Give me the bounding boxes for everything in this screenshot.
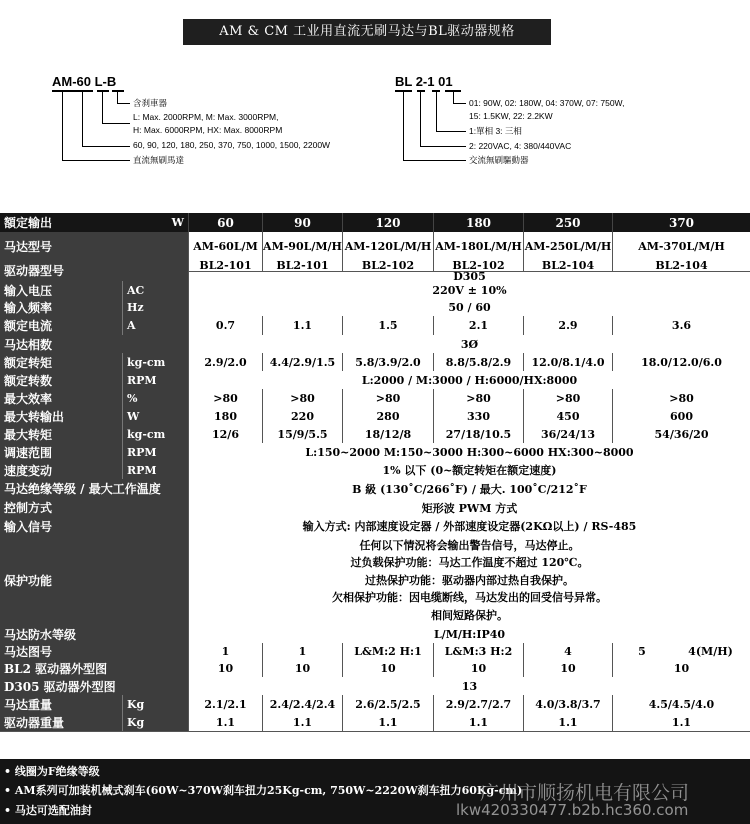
motor-code-speed-1: L: Max. 2000RPM, M: Max. 3000RPM,: [133, 112, 279, 122]
row-unit: A: [122, 316, 188, 335]
header-col-90: 90: [262, 213, 342, 232]
table-row: [0, 407, 750, 426]
watermark-company: 广州市顺扬机电有限公司: [480, 782, 690, 804]
table-row: [0, 713, 750, 732]
table-row: [0, 335, 750, 354]
row-label: 马达型号: [0, 232, 188, 260]
value-cell: 600: [612, 407, 750, 425]
driver-code-type: 交流無刷驅動器: [469, 155, 529, 165]
row-unit: RPM: [122, 371, 188, 389]
row-unit: AC: [122, 281, 188, 299]
row-unit: RPM: [122, 461, 188, 479]
value-cell: AM-180L/M/H: [433, 232, 523, 260]
table-row: [0, 232, 750, 261]
value-cell: 1: [262, 643, 342, 660]
value-cell: BL2-104: [612, 260, 750, 271]
row-unit: W: [122, 407, 188, 425]
value-cell: 2.1: [433, 316, 523, 335]
span-cell: 13: [188, 677, 750, 695]
table-row: [0, 677, 750, 696]
row-unit: kg-cm: [122, 353, 188, 371]
table-row: [0, 281, 750, 300]
value-cell: AM-250L/M/H: [523, 232, 612, 260]
value-cell: 12.0/8.1/4.0: [523, 353, 612, 371]
row-label: 驱动器重量: [0, 713, 122, 731]
row-label: BL2 驱动器外型图: [0, 660, 188, 677]
protection-line: 欠相保护功能：因电缆断线，马达发出的回受信号异常。: [332, 591, 607, 605]
value-cell: 8.8/5.8/2.9: [433, 353, 523, 371]
value-cell: 2.9/2.7/2.7: [433, 695, 523, 713]
value-cell: BL2-102: [342, 260, 433, 271]
value-cell: 15/9/5.5: [262, 425, 342, 443]
spec-table: [0, 213, 750, 731]
row-label: 最大转输出: [0, 407, 122, 425]
driver-code-phase: 1:單相 3: 三相: [469, 126, 522, 136]
protection-line: 过热保护功能：驱动器内部过热自我保护。: [365, 573, 574, 587]
motor-code-type: 直流無刷馬達: [133, 155, 185, 165]
header-col-60: 60: [188, 213, 262, 232]
value-cell: AM-90L/M/H: [262, 232, 342, 260]
value-cell: 2.6/2.5/2.5: [342, 695, 433, 713]
protection-line: 相间短路保护。: [431, 608, 508, 622]
row-label: 保护功能: [0, 535, 188, 626]
value-cell: 2.4/2.4/2.4: [262, 695, 342, 713]
value-cell: 10: [433, 660, 523, 677]
note-oil-seal: • 马达可选配油封: [4, 804, 92, 817]
value-cell: 10: [262, 660, 342, 677]
value-cell: 18/12/8: [342, 425, 433, 443]
value-cell: 27/18/10.5: [433, 425, 523, 443]
value-cell: 1.1: [188, 713, 262, 731]
header-col-370: 370: [612, 213, 750, 232]
value-cell: BL2-101: [262, 260, 342, 271]
row-label: 额定转数: [0, 371, 122, 389]
table-row: [0, 695, 750, 714]
value-cell: >80: [188, 389, 262, 407]
value-cell: 4.5/4.5/4.0: [612, 695, 750, 713]
value-cell: 4: [523, 643, 612, 660]
span-cell: L:2000 / M:3000 / H:6000/HX:8000: [188, 371, 750, 389]
value-cell: 4.4/2.9/1.5: [262, 353, 342, 371]
motor-code-underline-brake: [112, 90, 124, 92]
driver-code-power-2: 15: 1.5KW, 22: 2.2KW: [469, 111, 553, 121]
row-label: 最大转矩: [0, 425, 122, 443]
value-cell: 2.9/2.0: [188, 353, 262, 371]
value-cell: AM-60L/M: [188, 232, 262, 260]
span-cell: D305: [188, 271, 750, 281]
table-row: [0, 517, 750, 536]
value-cell: 2.9: [523, 316, 612, 335]
span-cell: B 級 (130˚C/266˚F) / 最大. 100˚C/212˚F: [188, 479, 750, 498]
row-label: 马达重量: [0, 695, 122, 713]
value-cell: 2.1/2.1: [188, 695, 262, 713]
motor-code-underline-speed: [97, 90, 109, 92]
span-cell: 50 / 60: [188, 299, 750, 316]
value-cell: AM-370L/M/H: [612, 232, 750, 260]
value-cell: L&M:2 H:1: [342, 643, 433, 660]
table-row: [0, 498, 750, 518]
header-col-180: 180: [433, 213, 523, 232]
value-cell: 1.1: [262, 713, 342, 731]
table-row: [0, 353, 750, 372]
row-label: 额定转矩: [0, 353, 122, 371]
motor-code-underline-model: [52, 90, 93, 92]
span-cell: L/M/H:IP40: [188, 626, 750, 643]
header-label: 額定输出: [0, 213, 122, 232]
row-unit: Kg: [122, 695, 188, 713]
row-label: 马达相数: [0, 335, 188, 353]
value-cell: 10: [188, 660, 262, 677]
span-cell: L:150~2000 M:150~3000 H:300~6000 HX:300~8000: [188, 443, 750, 461]
header-col-250: 250: [523, 213, 612, 232]
value-cell: >80: [342, 389, 433, 407]
protection-line: 任何以下情況将会输出警告信号，马达停止。: [359, 538, 580, 552]
table-row: [0, 299, 750, 317]
table-row: [0, 371, 750, 390]
table-row: [0, 425, 750, 444]
value-cell: 220: [262, 407, 342, 425]
value-cell: 10: [523, 660, 612, 677]
motor-code-power: 60, 90, 120, 180, 250, 370, 750, 1000, 1500, 2200W: [133, 140, 331, 150]
row-label: 输入频率: [0, 299, 122, 316]
table-row: [0, 643, 750, 661]
row-label: 调速范围: [0, 443, 122, 461]
driver-code-power-1: 01: 90W, 02: 180W, 04: 370W, 07: 750W,: [469, 98, 625, 108]
value-cell: 1.1: [262, 316, 342, 335]
row-unit: Kg: [122, 713, 188, 731]
table-row: [0, 316, 750, 336]
value-cell: 330: [433, 407, 523, 425]
table-row: [0, 260, 750, 282]
value-cell: 1: [188, 643, 262, 660]
row-unit: %: [122, 389, 188, 407]
value-cell: L&M:3 H:2: [433, 643, 523, 660]
span-cell: 220V ± 10%: [188, 281, 750, 299]
row-label: 输入信号: [0, 517, 188, 535]
spec-title: AM & CM 工业用直流无刷马达与BL驱动器规格: [183, 19, 551, 45]
value-cell: BL2-104: [523, 260, 612, 271]
value-cell: >80: [262, 389, 342, 407]
value-cell: 18.0/12.0/6.0: [612, 353, 750, 371]
driver-code-voltage: 2: 220VAC, 4: 380/440VAC: [469, 141, 572, 151]
row-label: 速度变动: [0, 461, 122, 479]
value-cell: 280: [342, 407, 433, 425]
value-cell: 1.5: [342, 316, 433, 335]
row-label: 额定电流: [0, 316, 122, 335]
table-header: [0, 213, 750, 232]
motor-code-brake: 含刹車器: [133, 98, 168, 108]
note-brake: • AM系列可加装机械式刹车(60W~370W刹车扭力25Kg-cm, 750W~2220W刹车扭力60Kg-cm): [4, 784, 523, 797]
value-cell: 4(M/H): [671, 643, 750, 660]
value-cell: BL2-102: [433, 260, 523, 271]
value-cell: 1.1: [612, 713, 750, 731]
table-row: [0, 461, 750, 480]
value-cell: 1.1: [342, 713, 433, 731]
value-cell: 1.1: [523, 713, 612, 731]
row-unit: Hz: [122, 299, 188, 316]
protection-text: [188, 535, 750, 626]
table-row: [0, 535, 750, 627]
motor-code: AM-60 L-B: [52, 74, 117, 89]
value-cell: 3.6: [612, 316, 750, 335]
row-label: 最大效率: [0, 389, 122, 407]
table-row: [0, 626, 750, 644]
value-cell: BL2-101: [188, 260, 262, 271]
span-cell: 输入方式: 内部速度设定器 / 外部速度设定器(2KΩ以上) / RS-485: [188, 517, 750, 535]
protection-line: 过负载保护功能：马达工作温度不超过 120℃。: [350, 556, 589, 570]
row-label: 驱动器型号: [0, 260, 188, 281]
row-label: 马达绝缘等级 / 最大工作温度: [0, 479, 188, 498]
value-cell: 5: [612, 643, 671, 660]
span-cell: 矩形波 PWM 方式: [188, 498, 750, 517]
value-cell: 54/36/20: [612, 425, 750, 443]
motor-code-speed-2: H: Max. 6000RPM, HX: Max. 8000RPM: [133, 125, 283, 135]
value-cell: 4.0/3.8/3.7: [523, 695, 612, 713]
table-row: [0, 389, 750, 408]
driver-code-underline-voltage: [417, 90, 425, 92]
table-row: [0, 660, 750, 678]
value-cell: >80: [523, 389, 612, 407]
header-col-120: 120: [342, 213, 433, 232]
value-cell: >80: [433, 389, 523, 407]
span-cell: 1% 以下 (0~额定转矩在额定速度): [188, 461, 750, 479]
row-label: 马达防水等级: [0, 626, 188, 643]
value-cell: 450: [523, 407, 612, 425]
row-unit: RPM: [122, 443, 188, 461]
driver-code: BL 2-1 01: [395, 74, 453, 89]
table-row: [0, 479, 750, 499]
value-cell: 12/6: [188, 425, 262, 443]
span-cell: 3Ø: [188, 335, 750, 353]
value-cell: 10: [612, 660, 750, 677]
value-cell: 10: [342, 660, 433, 677]
value-cell: 180: [188, 407, 262, 425]
table-row: [0, 443, 750, 462]
watermark-url: lkw420330477.b2b.hc360.com: [456, 801, 689, 819]
row-label: D305 驱动器外型图: [0, 677, 188, 695]
value-cell: >80: [612, 389, 750, 407]
value-cell: AM-120L/M/H: [342, 232, 433, 260]
value-cell: 1.1: [433, 713, 523, 731]
note-insulation: • 线圈为F绝缘等级: [4, 765, 100, 778]
row-label: 输入电压: [0, 281, 122, 299]
value-cell: 5.8/3.9/2.0: [342, 353, 433, 371]
value-cell: 36/24/13: [523, 425, 612, 443]
row-unit: kg-cm: [122, 425, 188, 443]
header-unit: W: [122, 213, 188, 232]
row-label: 控制方式: [0, 498, 188, 517]
row-label: 马达图号: [0, 643, 188, 660]
value-cell: 0.7: [188, 316, 262, 335]
